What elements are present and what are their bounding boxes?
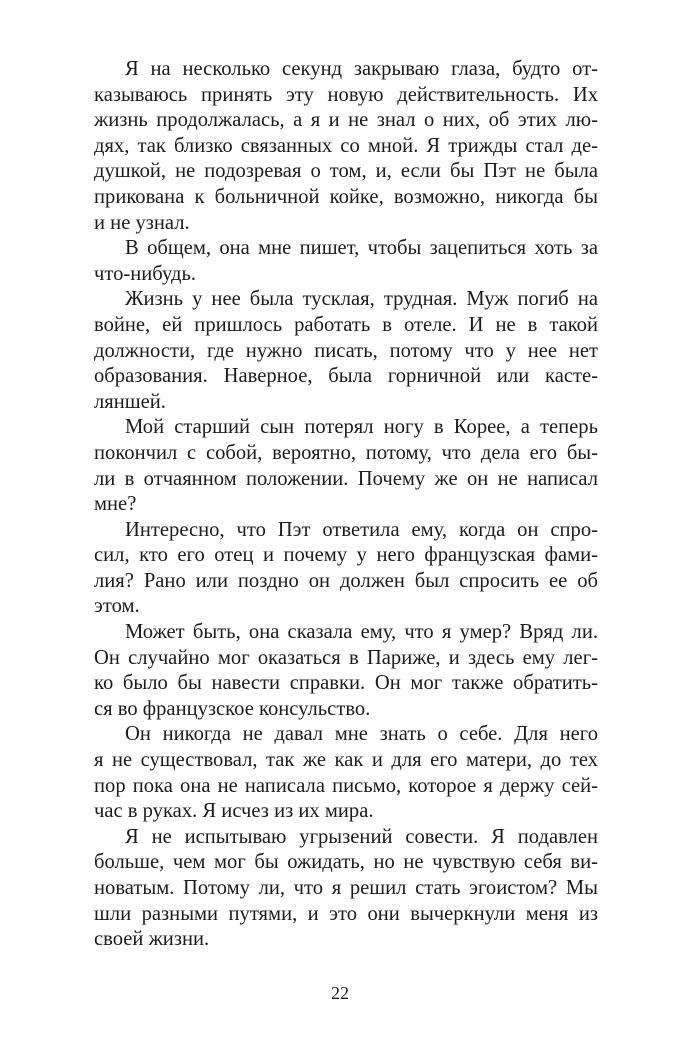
- text-line: Он случайно мог оказаться в Париже, и здесь ему лег-: [94, 646, 598, 669]
- paragraph: [94, 620, 598, 722]
- text-line: лия? Рано или поздно он должен был спросить ее об: [94, 569, 598, 592]
- text-line: ся во французское консульство.: [94, 697, 371, 720]
- text-line: новатым. Потому ли, что я решил стать эгоистом? Мы: [94, 877, 598, 899]
- text-line: душкой, не подозревая о том, и, если бы Пэт не была: [94, 160, 598, 183]
- text-line: этом.: [94, 595, 140, 618]
- page-number: 22: [331, 983, 349, 1003]
- paragraph: [94, 57, 598, 236]
- paragraph: [94, 415, 598, 517]
- paragraph: [94, 518, 598, 620]
- text-line: я не существовал, так же как и для его матери, до тех: [94, 749, 598, 772]
- text-line: что-нибудь.: [94, 262, 196, 285]
- text-line: казываюсь принять эту новую действительность. Их: [94, 83, 598, 106]
- text-line: сил, кто его отец и почему у него французская фами-: [94, 544, 598, 567]
- text-line: образования. Наверное, была горничной или касте-: [94, 365, 598, 388]
- text-line: дях, так близко связанных со мной. Я трижды стал де-: [94, 134, 598, 157]
- text-line: В общем, она мне пишет, чтобы зацепиться хоть за: [125, 237, 598, 260]
- text-line: должности, где нужно писать, потому что у нее нет: [94, 339, 598, 362]
- text-line: Интересно, что Пэт ответила ему, когда он спро-: [125, 518, 598, 541]
- text-line: шли разными путями, и это они вычеркнули меня из: [94, 902, 598, 925]
- text-line: больше, чем мог бы ожидать, но не чувствую себя ви-: [94, 851, 598, 874]
- text-line: жизнь продолжалась, а я и не знал о них, об этих лю-: [94, 109, 598, 132]
- text-line: прикована к больничной койке, возможно, никогда бы: [94, 185, 598, 208]
- paragraph: [94, 825, 598, 953]
- text-line: войне, ей пришлось работать в отеле. И не в такой: [94, 313, 598, 336]
- text-line: Может быть, она сказала ему, что я умер? Вряд ли.: [125, 621, 598, 644]
- paragraph: [94, 287, 598, 415]
- page-body: [94, 57, 598, 953]
- text-line: мне?: [94, 493, 137, 516]
- text-line: час в руках. Я исчез из их мира.: [94, 800, 374, 823]
- paragraph: [94, 722, 598, 824]
- text-line: ко было бы навести справки. Он мог также обратить-: [94, 672, 598, 695]
- text-line: Я не испытываю угрызений совести. Я подавлен: [125, 825, 598, 848]
- paragraph: [94, 236, 598, 287]
- text-line: и не узнал.: [94, 211, 190, 234]
- text-line: Жизнь у нее была тусклая, трудная. Муж погиб на: [125, 288, 598, 311]
- text-line: своей жизни.: [94, 928, 210, 951]
- text-line: Он никогда не давал мне знать о себе. Для него: [125, 723, 598, 746]
- text-line: Мой старший сын потерял ногу в Корее, а теперь: [125, 416, 598, 439]
- text-line: Я на несколько секунд закрываю глаза, будто от-: [125, 58, 598, 80]
- text-line: ляншей.: [94, 390, 166, 413]
- text-line: пор пока она не написала письмо, которое я держу сей-: [94, 774, 598, 797]
- text-line: покончил с собой, вероятно, потому, что дела его бы-: [94, 441, 598, 464]
- text-line: ли в отчаянном положении. Почему же он не написал: [94, 467, 598, 490]
